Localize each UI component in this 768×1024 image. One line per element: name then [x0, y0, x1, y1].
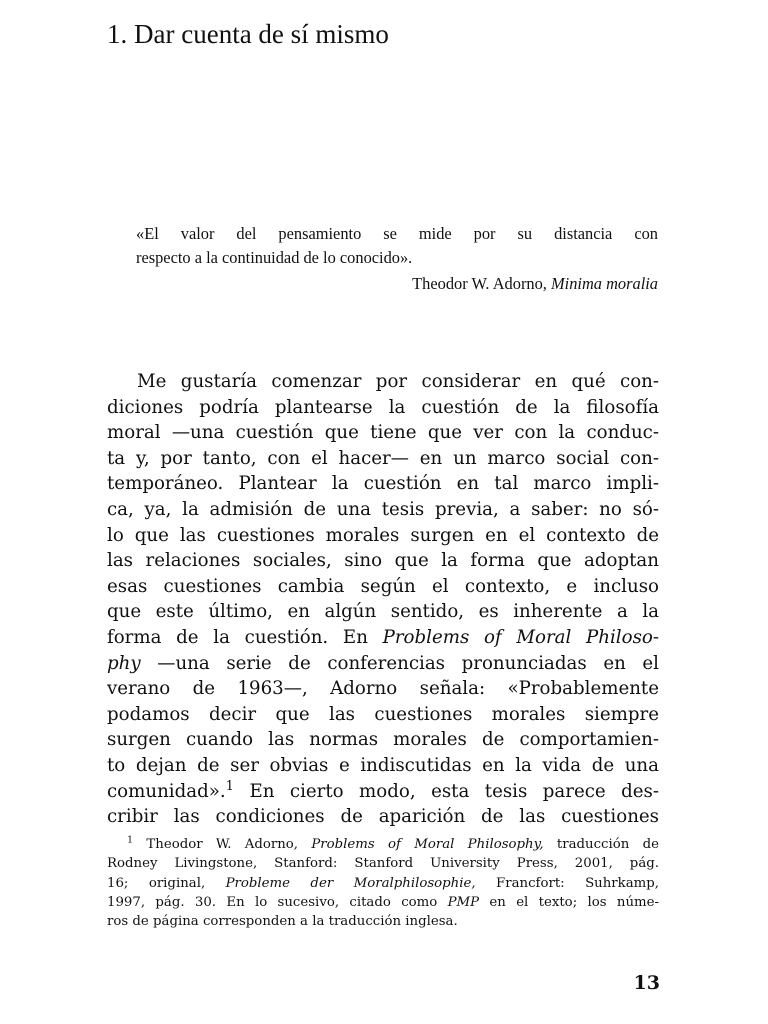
- body-line: cribir las condiciones de aparición de las cuestiones: [107, 806, 659, 828]
- epigraph-work-title: Minima moralia: [551, 274, 658, 293]
- body-text-run: En cierto modo, esta tesis parece des-: [234, 780, 659, 802]
- footnote-line: ros de página corresponden a la traducción inglesa.: [107, 914, 458, 930]
- body-line: ca, ya, la admisión de una tesis previa, a saber: no só-: [107, 498, 659, 520]
- body-line: ta y, por tanto, con el hacer— en un marco social con-: [107, 447, 659, 469]
- body-line: podamos decir que las cuestiones morales siempre: [107, 703, 659, 725]
- body-line: [107, 625, 659, 651]
- epigraph-author: Theodor W. Adorno,: [412, 274, 551, 293]
- body-line: verano de 1963—, Adorno señala: «Probablemente: [107, 678, 659, 700]
- footnote-italic: PMP: [447, 894, 480, 910]
- footnote-text-run: en el texto; los núme-: [479, 894, 659, 910]
- footnote-text-run: Theodor W. Adorno,: [133, 837, 312, 852]
- epigraph-line: «El valor del pensamiento se mide por su distancia con: [136, 224, 658, 243]
- body-line: moral —una cuestión que tiene que ver con la conduc-: [107, 422, 659, 444]
- footnote-text-run: 1997, pág. 30. En lo sucesivo, citado como: [107, 894, 448, 910]
- footnote-text-run: Francfort: Suhrkamp,: [475, 875, 659, 891]
- epigraph-attribution: [136, 272, 658, 296]
- page-number: 13: [633, 972, 660, 994]
- body-line: lo que las cuestiones morales surgen en el contexto de: [107, 524, 659, 546]
- footnote: [107, 835, 659, 931]
- footnote-text-run: traducción de: [543, 837, 659, 852]
- footnote-line: [107, 874, 659, 893]
- book-title-italic: phy: [107, 652, 141, 674]
- chapter-title: 1. Dar cuenta de sí mismo: [107, 19, 389, 49]
- footnote-line: Rodney Livingstone, Stanford: Stanford University Press, 2001, pág.: [107, 856, 659, 872]
- body-line: surgen cuando las normas morales de comportamien-: [107, 729, 659, 751]
- body-text-run: comunidad».: [107, 780, 226, 802]
- body-line: [107, 779, 659, 805]
- epigraph-line: respecto a la continuidad de lo conocido».: [136, 247, 413, 267]
- footnote-marker: 1: [127, 834, 134, 846]
- body-line: [107, 651, 659, 677]
- body-line: diciones podría plantearse la cuestión de la filosofía: [107, 396, 659, 418]
- footnote-italic: Probleme der Moralphilosophie,: [225, 875, 476, 891]
- footnote-line: [107, 835, 659, 854]
- body-paragraph: [107, 369, 659, 830]
- body-text-run: —una serie de conferencias pronunciadas en el: [140, 652, 659, 674]
- footnote-reference: 1: [225, 778, 235, 794]
- body-line: que este último, en algún sentido, es inherente a la: [107, 601, 659, 623]
- epigraph-quote: [136, 222, 658, 269]
- footnote-line: [107, 893, 659, 912]
- footnote-italic: Problems of Moral Philosophy,: [311, 837, 544, 852]
- body-line: to dejan de ser obvias e indiscutidas en la vida de una: [107, 754, 659, 776]
- book-title-italic: Problems of Moral Philoso-: [382, 626, 659, 648]
- body-line: esas cuestiones cambia según el contexto, e incluso: [107, 575, 659, 597]
- body-line: temporáneo. Plantear la cuestión en tal marco impli-: [107, 473, 659, 495]
- body-line: Me gustaría comenzar por considerar en qué con-: [137, 371, 659, 392]
- body-text-run: forma de la cuestión. En: [107, 626, 383, 648]
- footnote-text-run: 16; original,: [107, 875, 226, 891]
- body-line: las relaciones sociales, sino que la forma que adoptan: [107, 550, 659, 572]
